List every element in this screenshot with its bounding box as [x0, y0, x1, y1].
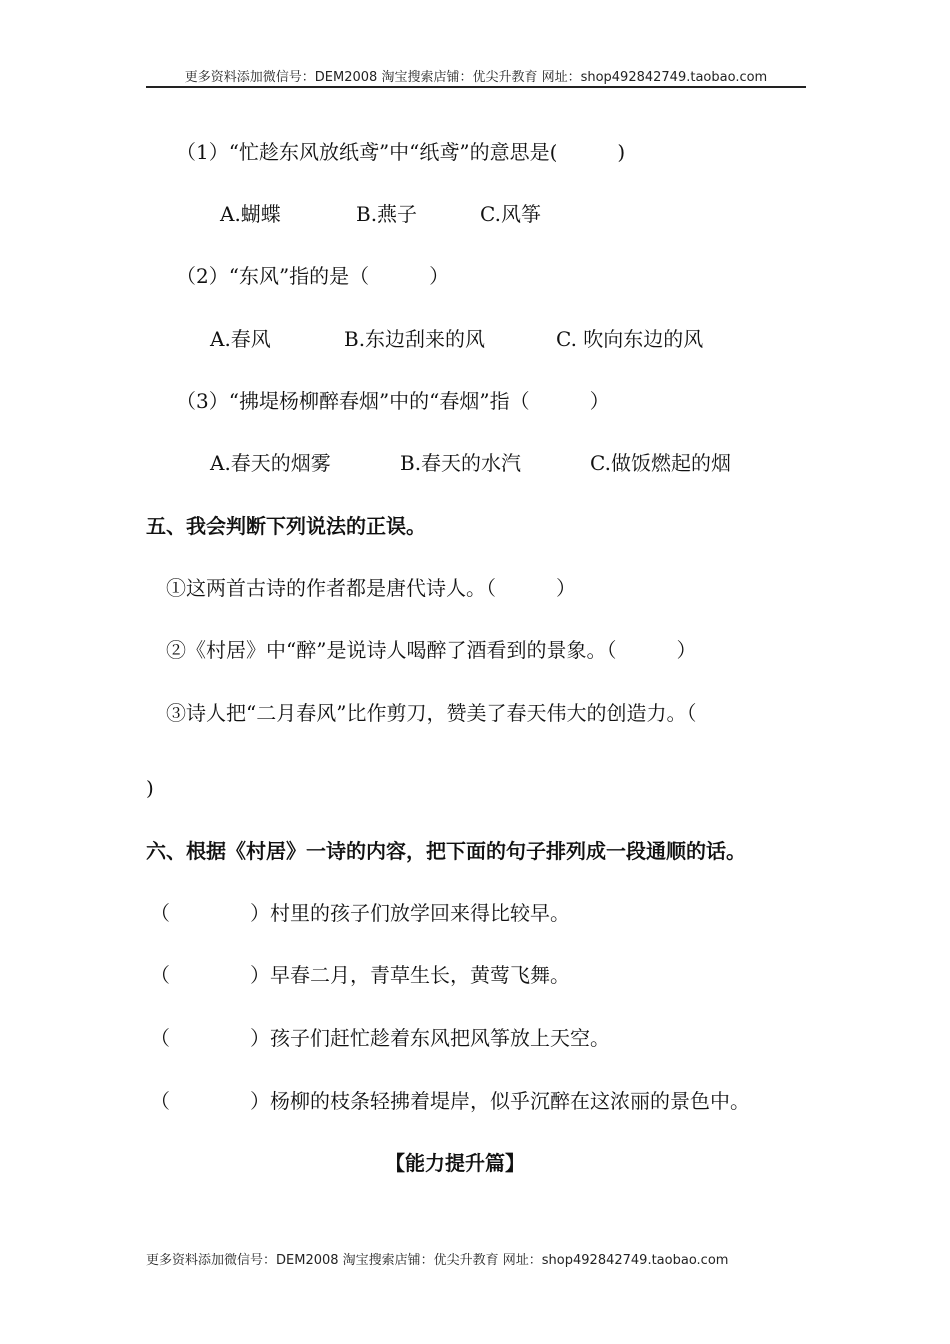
question-2-option-a: A.春风 [210, 327, 271, 351]
question-1-option-a: A.蝴蝶 [220, 202, 281, 226]
question-1-option-b: B.燕子 [356, 202, 418, 226]
question-2-option-b: B.东边刮来的风 [344, 327, 486, 351]
section-6-title: 六、根据《村居》一诗的内容，把下面的句子排列成一段通顺的话。 [146, 839, 746, 863]
page-footer: 更多资料添加微信号：DEM2008 淘宝搜索店铺：优尖升教育 网址：shop492842749.taobao.com [146, 1253, 729, 1268]
judge-item-3-close: ) [146, 776, 154, 800]
judge-item-1: ①这两首古诗的作者都是唐代诗人。（ ） [166, 576, 576, 600]
order-item-4: （ ）杨柳的枝条轻拂着堤岸，似乎沉醉在这浓丽的景色中。 [150, 1089, 750, 1113]
section-5-title: 五、我会判断下列说法的正误。 [146, 514, 426, 538]
judge-item-2: ②《村居》中“醉”是说诗人喝醉了酒看到的景象。（ ） [166, 638, 697, 662]
question-3-stem: （3）“拂堤杨柳醉春烟”中的“春烟”指（ ） [176, 389, 610, 413]
question-1-option-c: C.风筝 [480, 202, 541, 226]
question-3-option-b: B.春天的水汽 [400, 451, 522, 475]
question-2-option-c: C. 吹向东边的风 [556, 327, 704, 351]
order-item-1: （ ）村里的孩子们放学回来得比较早。 [150, 901, 570, 925]
judge-item-3: ③诗人把“二月春风”比作剪刀，赞美了春天伟大的创造力。（ [166, 701, 697, 725]
question-2-stem: （2）“东风”指的是（ ） [176, 264, 450, 288]
question-3-option-c: C.做饭燃起的烟 [590, 451, 731, 475]
question-3-option-a: A.春天的烟雾 [210, 451, 331, 475]
order-item-2: （ ）早春二月，青草生长，黄莺飞舞。 [150, 963, 570, 987]
order-item-3: （ ）孩子们赶忙趁着东风把风筝放上天空。 [150, 1026, 610, 1050]
question-1-stem: （1）“忙趁东风放纸鸢”中“纸鸢”的意思是( ) [176, 140, 626, 164]
header-divider [146, 86, 806, 88]
page-header: 更多资料添加微信号：DEM2008 淘宝搜索店铺：优尖升教育 网址：shop492842749.taobao.com [184, 70, 768, 85]
section-ability-title: 【能力提升篇】 [385, 1151, 525, 1175]
